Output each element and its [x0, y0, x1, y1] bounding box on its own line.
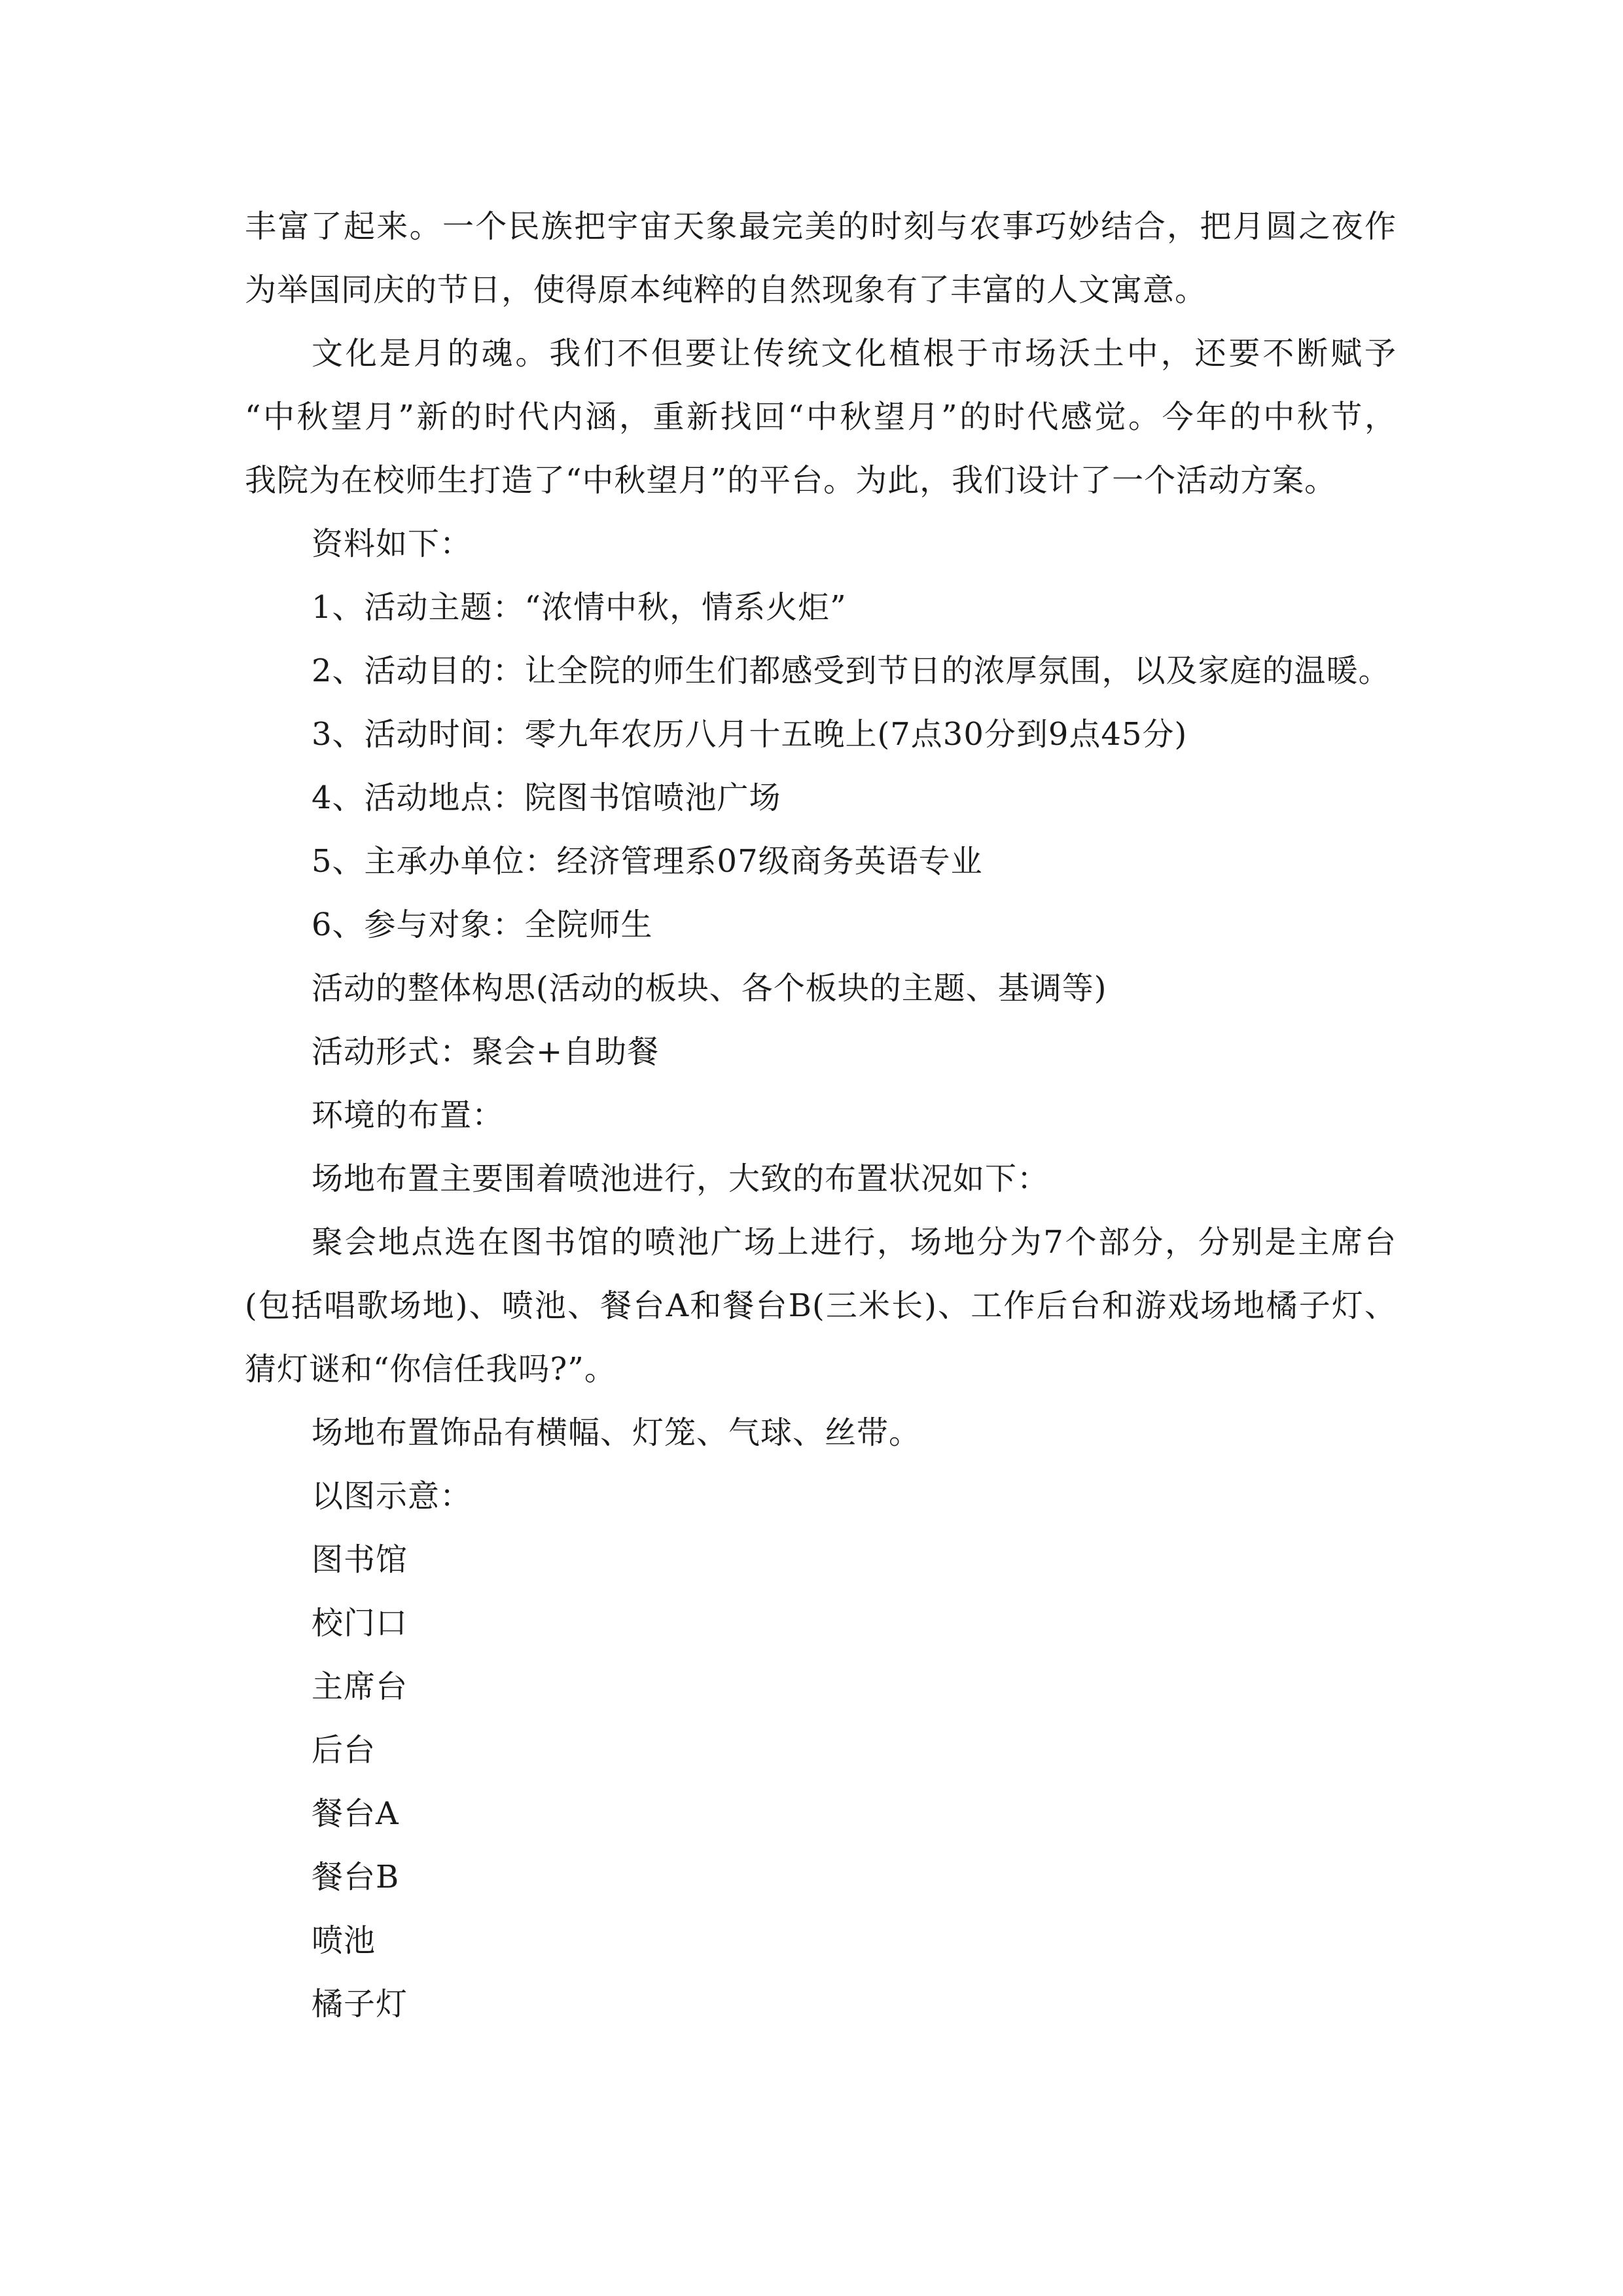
venue-paragraph-line-2: (包括唱歌场地)、喷池、餐台A和餐台B(三米长)、工作后台和游戏场地橘子灯、	[245, 1287, 1397, 1324]
concept-heading: 活动的整体构思(活动的板块、各个板块的主题、基调等)	[312, 970, 1107, 1007]
paragraph-2-line-2: “中秋望月”新的时代内涵，重新找回“中秋望月”的时代感觉。今年的中秋节，	[245, 399, 1397, 435]
diagram-label-dining-table-b: 餐台B	[312, 1859, 400, 1895]
paragraph-2-line-3: 我院为在校师生打造了“中秋望月”的平台。为此，我们设计了一个活动方案。	[245, 462, 1337, 499]
diagram-label-school-gate: 校门口	[312, 1605, 408, 1641]
environment-heading: 环境的布置：	[312, 1097, 505, 1134]
diagram-label-dining-table-a: 餐台A	[312, 1795, 399, 1832]
diagram-intro: 以图示意：	[312, 1478, 473, 1515]
diagram-label-orange-lantern: 橘子灯	[312, 1986, 408, 2022]
paragraph-2-line-1: 文化是月的魂。我们不但要让传统文化植根于市场沃土中，还要不断赋予	[312, 335, 1397, 372]
intro-text: 资料如下：	[312, 526, 473, 562]
diagram-label-backstage: 后台	[312, 1732, 376, 1768]
decorations-text: 场地布置饰品有横幅、灯笼、气球、丝带。	[312, 1414, 921, 1451]
list-item-theme: 1、活动主题：“浓情中秋，情系火炬”	[312, 589, 847, 626]
list-item-location: 4、活动地点：院图书馆喷池广场	[312, 780, 781, 816]
list-item-participants: 6、参与对象：全院师生	[312, 906, 653, 943]
diagram-label-fountain: 喷池	[312, 1922, 376, 1959]
list-item-organizer: 5、主承办单位：经济管理系07级商务英语专业	[312, 843, 983, 880]
document-body	[245, 195, 1397, 2036]
venue-paragraph-line-1: 聚会地点选在图书馆的喷池广场上进行，场地分为7个部分，分别是主席台	[312, 1224, 1397, 1261]
venue-intro: 场地布置主要围着喷池进行，大致的布置状况如下：	[312, 1160, 1050, 1197]
venue-paragraph-line-3: 猜灯谜和“你信任我吗?”。	[245, 1351, 616, 1388]
form-text: 活动形式：聚会+自助餐	[312, 1033, 660, 1070]
paragraph-1-line-1: 丰富了起来。一个民族把宇宙天象最完美的时刻与农事巧妙结合，把月圆之夜作	[245, 208, 1397, 245]
paragraph-1-line-2: 为举国同庆的节日，使得原本纯粹的自然现象有了丰富的人文寓意。	[245, 272, 1207, 308]
list-item-purpose: 2、活动目的：让全院的师生们都感受到节日的浓厚氛围，以及家庭的温暖。	[312, 653, 1391, 689]
diagram-label-library: 图书馆	[312, 1541, 408, 1578]
diagram-label-main-stage: 主席台	[312, 1668, 408, 1705]
list-item-time: 3、活动时间：零九年农历八月十五晚上(7点30分到9点45分)	[312, 716, 1188, 753]
